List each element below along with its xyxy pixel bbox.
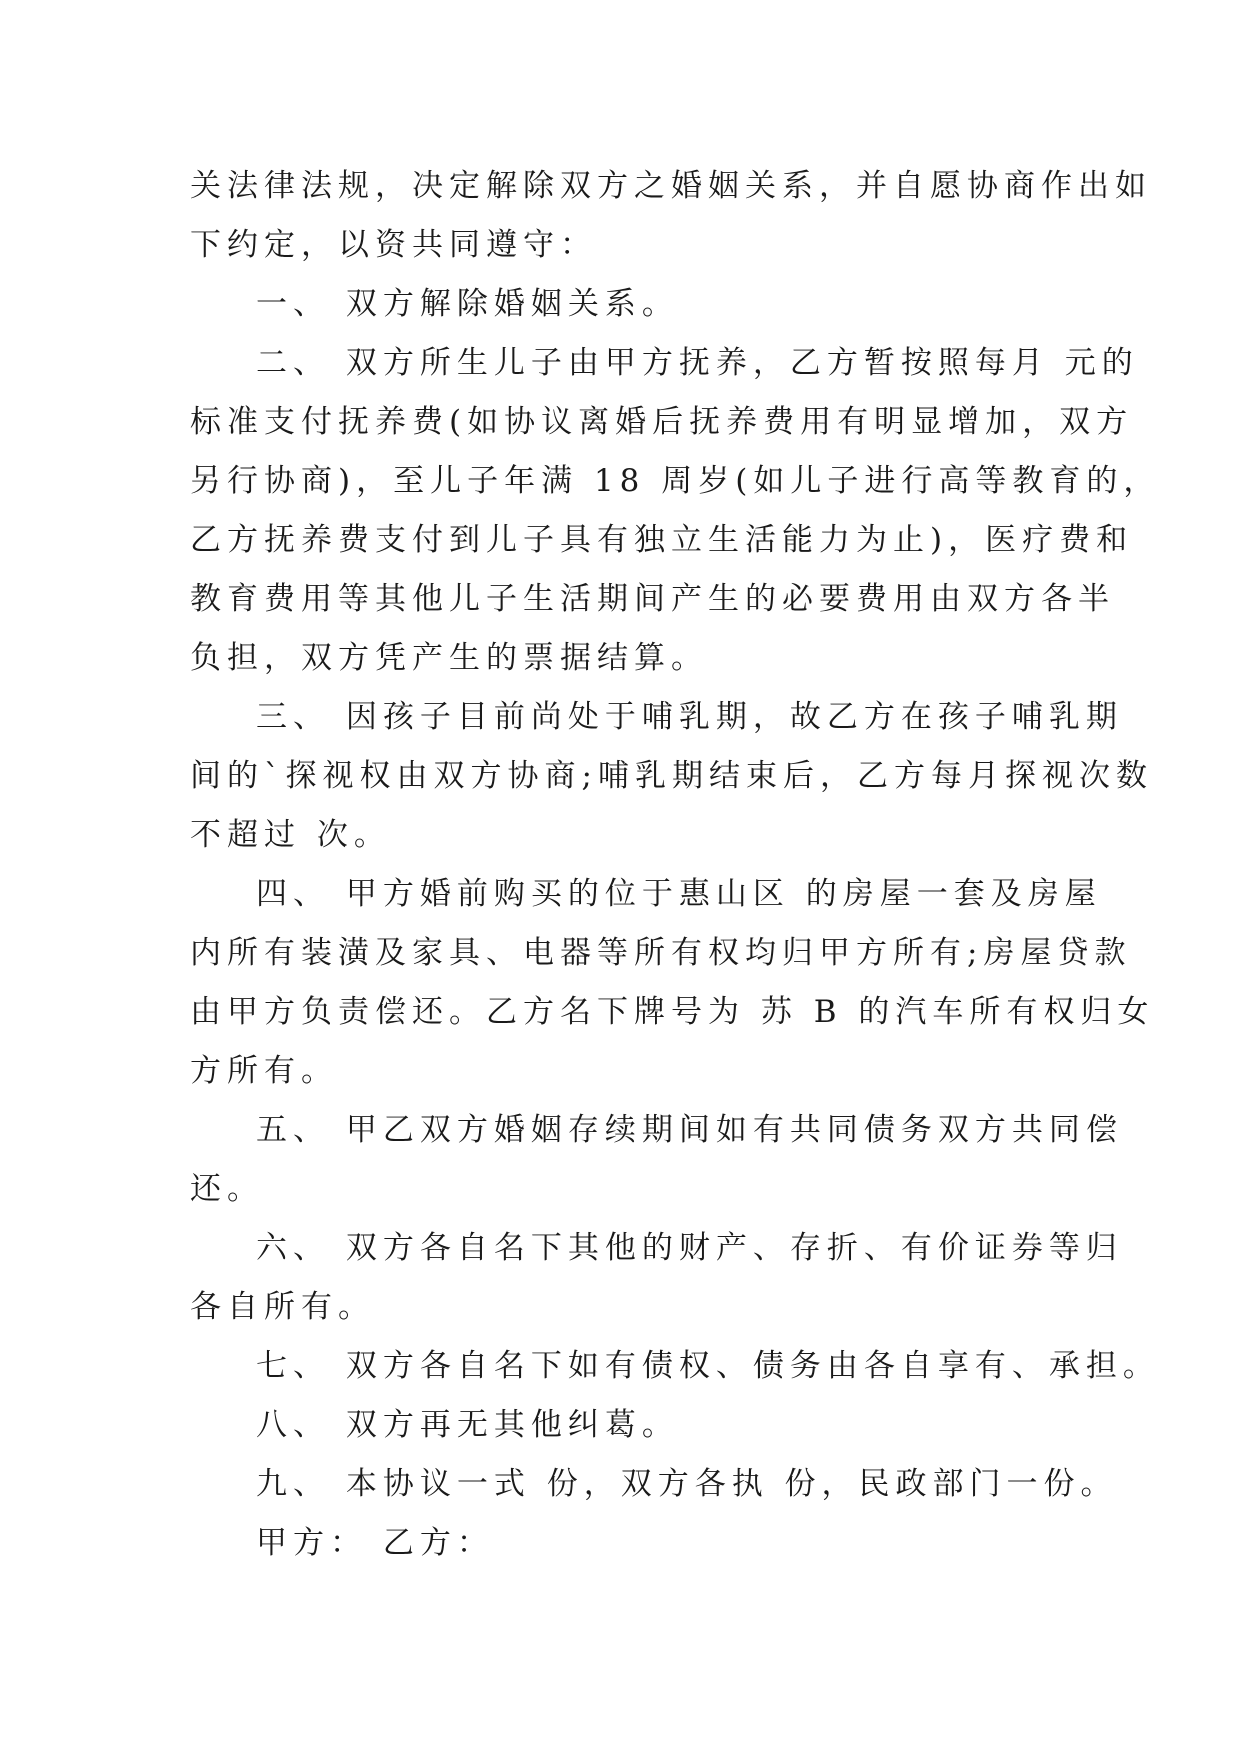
clause-6: 六、 双方各自名下其他的财产、存折、有价证券等归 bbox=[256, 1230, 1123, 1266]
text-line: 不超过 次。 bbox=[190, 817, 391, 853]
text-line: 由甲方负责偿还。乙方名下牌号为 苏 B 的汽车所有权归女 bbox=[190, 994, 1155, 1030]
text-line: 各自所有。 bbox=[190, 1289, 375, 1325]
text-line: 教育费用等其他儿子生活期间产生的必要费用由双方各半 bbox=[190, 581, 1115, 617]
text-line: 内所有装潢及家具、电器等所有权均归甲方所有;房屋贷款 bbox=[190, 935, 1132, 971]
signature-line: 甲方： 乙方： bbox=[256, 1525, 494, 1561]
text-line: 还。 bbox=[190, 1171, 264, 1207]
text-line: 方所有。 bbox=[190, 1053, 338, 1089]
text-line: 乙方抚养费支付到儿子具有独立生活能力为止)，医疗费和 bbox=[190, 522, 1134, 558]
clause-9: 九、 本协议一式 份，双方各执 份，民政部门一份。 bbox=[256, 1466, 1118, 1502]
clause-7: 七、 双方各自名下如有债权、债务由各自享有、承担。 bbox=[256, 1348, 1160, 1384]
text-line: 标准支付抚养费(如协议离婚后抚养费用有明显增加，双方 bbox=[190, 404, 1134, 440]
text-line: 负担，双方凭产生的票据结算。 bbox=[190, 640, 708, 676]
document-body bbox=[190, 157, 1161, 1573]
text-line: 另行协商)，至儿子年满 18 周岁(如儿子进行高等教育的， bbox=[190, 463, 1161, 499]
text-line: 下约定，以资共同遵守： bbox=[190, 227, 597, 263]
clause-2: 二、 双方所生儿子由甲方抚养，乙方暂按照每月 元的 bbox=[256, 345, 1139, 381]
clause-4: 四、 甲方婚前购买的位于惠山区 的房屋一套及房屋 bbox=[256, 876, 1102, 912]
clause-8: 八、 双方再无其他纠葛。 bbox=[256, 1407, 679, 1443]
clause-3: 三、 因孩子目前尚处于哺乳期，故乙方在孩子哺乳期 bbox=[256, 699, 1123, 735]
text-line: 关法律法规，决定解除双方之婚姻关系，并自愿协商作出如 bbox=[190, 168, 1152, 204]
clause-5: 五、 甲乙双方婚姻存续期间如有共同债务双方共同偿 bbox=[256, 1112, 1123, 1148]
clause-1: 一、 双方解除婚姻关系。 bbox=[256, 286, 679, 322]
text-line: 间的`探视权由双方协商;哺乳期结束后，乙方每月探视次数 bbox=[190, 758, 1153, 794]
